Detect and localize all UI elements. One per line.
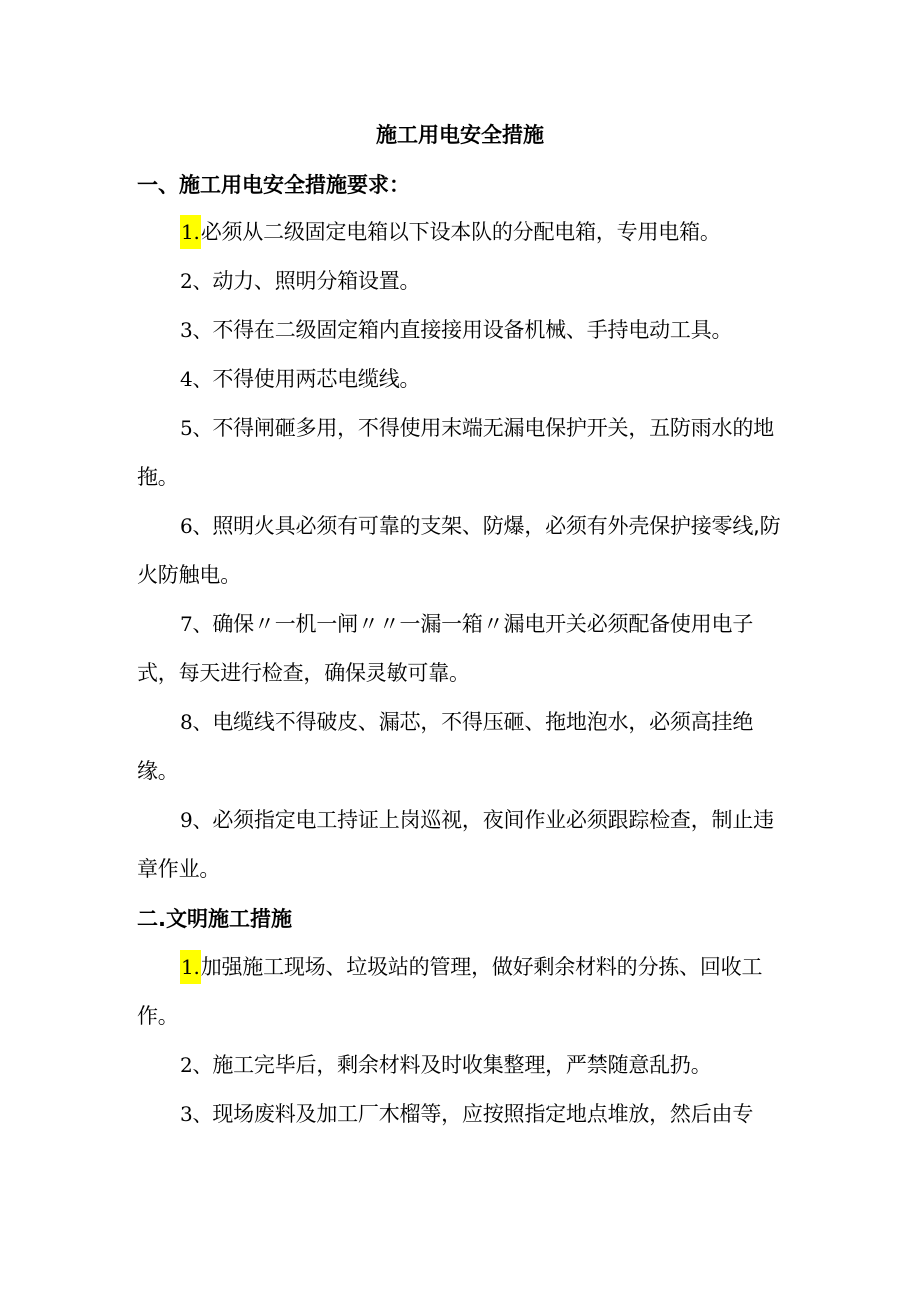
highlighted-item-number: 1. xyxy=(180,950,201,984)
item-number: 9、 xyxy=(180,808,213,832)
list-item xyxy=(137,404,787,502)
list-item xyxy=(137,600,787,698)
item-number: 2、 xyxy=(180,269,213,293)
list-item-text: 施工完毕后，剩余材料及时收集整理，严禁随意乱扔。 xyxy=(212,1053,712,1077)
item-number: 8、 xyxy=(180,710,213,734)
list-item-text: 电缆线不得破皮、漏芯，不得压砸、拖地泡水，必须高挂绝缘。 xyxy=(137,710,754,783)
list-item-text: 必须从二级固定电箱以下设本队的分配电箱，专用电箱。 xyxy=(200,220,721,244)
list-item xyxy=(137,355,787,404)
list-item-text: 确保〃一机一闸〃〃一漏一箱〃漏电开关必须配备使用电子式，每天进行检查，确保灵敏可靠。 xyxy=(137,612,754,685)
list-item xyxy=(137,796,787,894)
list-item xyxy=(137,257,787,306)
section-heading-electrical-safety: 一、施工用电安全措施要求： xyxy=(137,173,410,197)
section-heading-civilized-construction: 二.文明施工措施 xyxy=(137,907,292,931)
list-item-text: 动力、照明分箱设置。 xyxy=(212,269,421,293)
list-item xyxy=(137,208,787,257)
list-item-text: 不得在二级固定箱内直接接用设备机械、手持电动工具。 xyxy=(212,318,733,342)
list-item-text: 必须指定电工持证上岗巡视，夜间作业必须跟踪检查，制止违章作业。 xyxy=(137,808,774,881)
document-title: 施工用电安全措施 xyxy=(376,123,544,147)
list-item-text: 不得使用两芯电缆线。 xyxy=(212,367,421,391)
list-item-text: 不得闸砸多用，不得使用末端无漏电保护开关，五防雨水的地拖。 xyxy=(137,416,774,489)
item-number: 3、 xyxy=(180,318,213,342)
list-item xyxy=(137,1090,787,1139)
list-item-text: 加强施工现场、垃圾站的管理，做好剩余材料的分拣、回收工作。 xyxy=(137,955,763,1028)
item-number: 6、 xyxy=(180,514,213,538)
item-number: 7、 xyxy=(180,612,213,636)
list-item-text: 照明火具必须有可靠的支架、防爆，必须有外壳保护接零线,防火防触电。 xyxy=(137,514,781,587)
item-number: 3、 xyxy=(180,1102,213,1126)
list-item xyxy=(137,943,787,1041)
list-item xyxy=(137,1041,787,1090)
list-item xyxy=(137,306,787,355)
list-item xyxy=(137,502,787,600)
item-number: 2、 xyxy=(180,1053,213,1077)
item-number: 5、 xyxy=(180,416,213,440)
item-number: 4、 xyxy=(180,367,213,391)
list-item-text: 现场废料及加工厂木榴等，应按照指定地点堆放，然后由专 xyxy=(212,1102,754,1126)
highlighted-item-number: 1. xyxy=(180,215,201,249)
list-item xyxy=(137,698,787,796)
